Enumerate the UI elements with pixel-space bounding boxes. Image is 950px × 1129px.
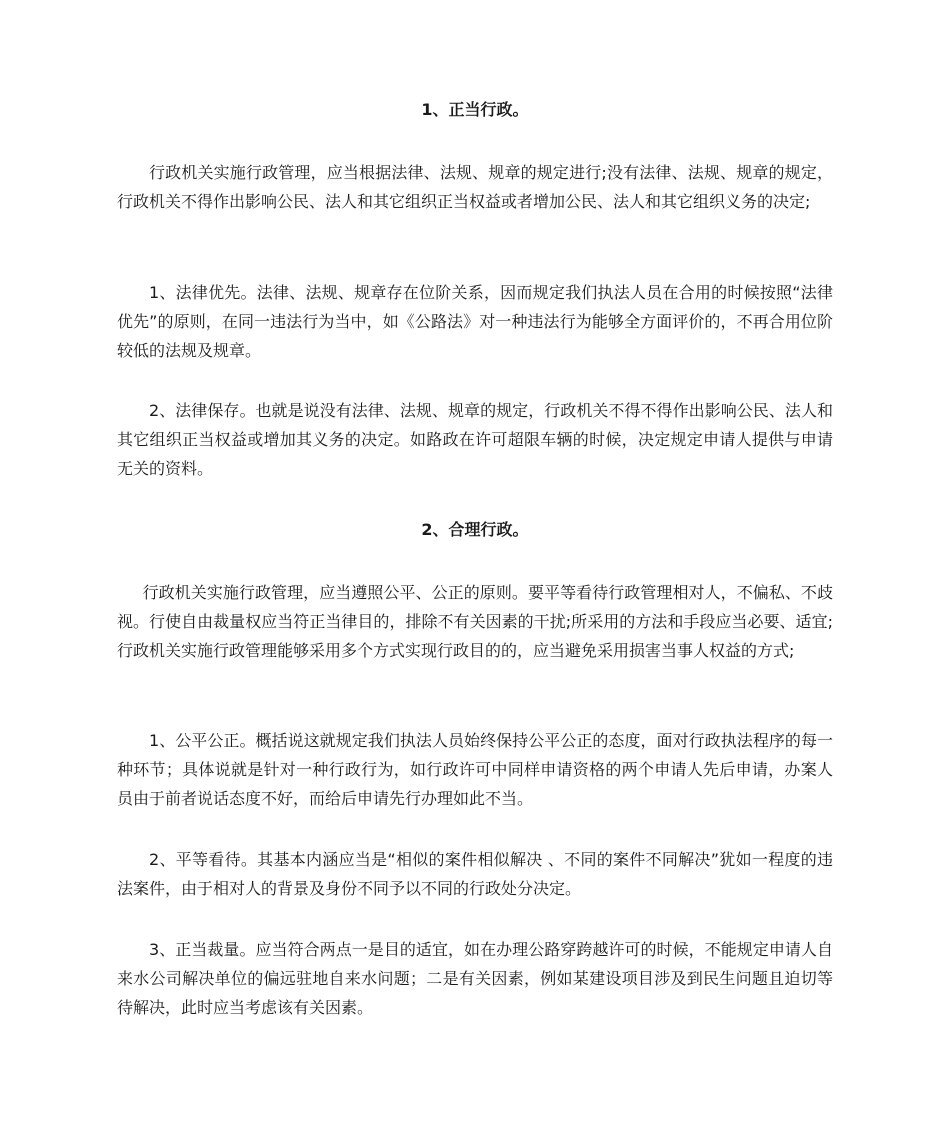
paragraph-legitimate-intro: 行政机关实施行政管理，应当根据法律、法规、规章的规定进行;没有法律、法规、规章的规定，行政机关不得作出影响公民、法人和其它组织正当权益或者增加公民、法人和其它组织义务的决定; — [117, 163, 833, 211]
paragraph-equal-treatment: 2、平等看待。其基本内涵应当是“相似的案件相似解决 、不同的案件不同解决”犹如一程度的违法案件，由于相对人的背景及身份不同予以不同的行政处分决定。 — [117, 850, 833, 898]
paragraph-law-priority: 1、法律优先。法律、法规、规章存在位阶关系，因而规定我们执法人员在合用的时候按照“法律优先”的原则，在同一违法行为当中，如《公路法》对一种违法行为能够全方面评价的，不再合用位阶较低的法规及规章。 — [117, 283, 833, 360]
paragraph-proper-discretion: 3、正当裁量。应当符合两点一是目的适宜，如在办理公路穿跨越许可的时候，不能规定申请人自来水公司解决单位的偏远驻地自来水问题；二是有关因素，例如某建设项目涉及到民生问题且迫切等待解决，此时应当考虑该有关因素。 — [117, 940, 833, 1017]
paragraph-fairness: 1、公平公正。概括说这就规定我们执法人员始终保持公平公正的态度，面对行政执法程序的每一种环节；具体说就是针对一种行政行为，如行政许可中同样申请资格的两个申请人先后申请，办案人员由于前者说话态度不好，而给后申请先行办理如此不当。 — [117, 731, 833, 808]
paragraph-reasonable-intro: 行政机关实施行政管理，应当遵照公平、公正的原则。要平等看待行政管理相对人，不偏私、不歧视。行使自由裁量权应当符正当律目的，排除不有关因素的干扰;所采用的方法和手段应当必要、适宜;行政机关实施行政管理能够采用多个方式实现行政目的的，应当避免采用损害当事人权益的方式; — [117, 583, 833, 660]
section-heading-reasonable-administration: 2、合理行政。 — [421, 520, 529, 539]
section-heading-legitimate-administration: 1、正当行政。 — [421, 100, 529, 119]
paragraph-law-reservation: 2、法律保存。也就是说没有法律、法规、规章的规定，行政机关不得不得作出影响公民、法人和其它组织正当权益或增加其义务的决定。如路政在许可超限车辆的时候，决定规定申请人提供与申请无关的资料。 — [117, 401, 833, 478]
